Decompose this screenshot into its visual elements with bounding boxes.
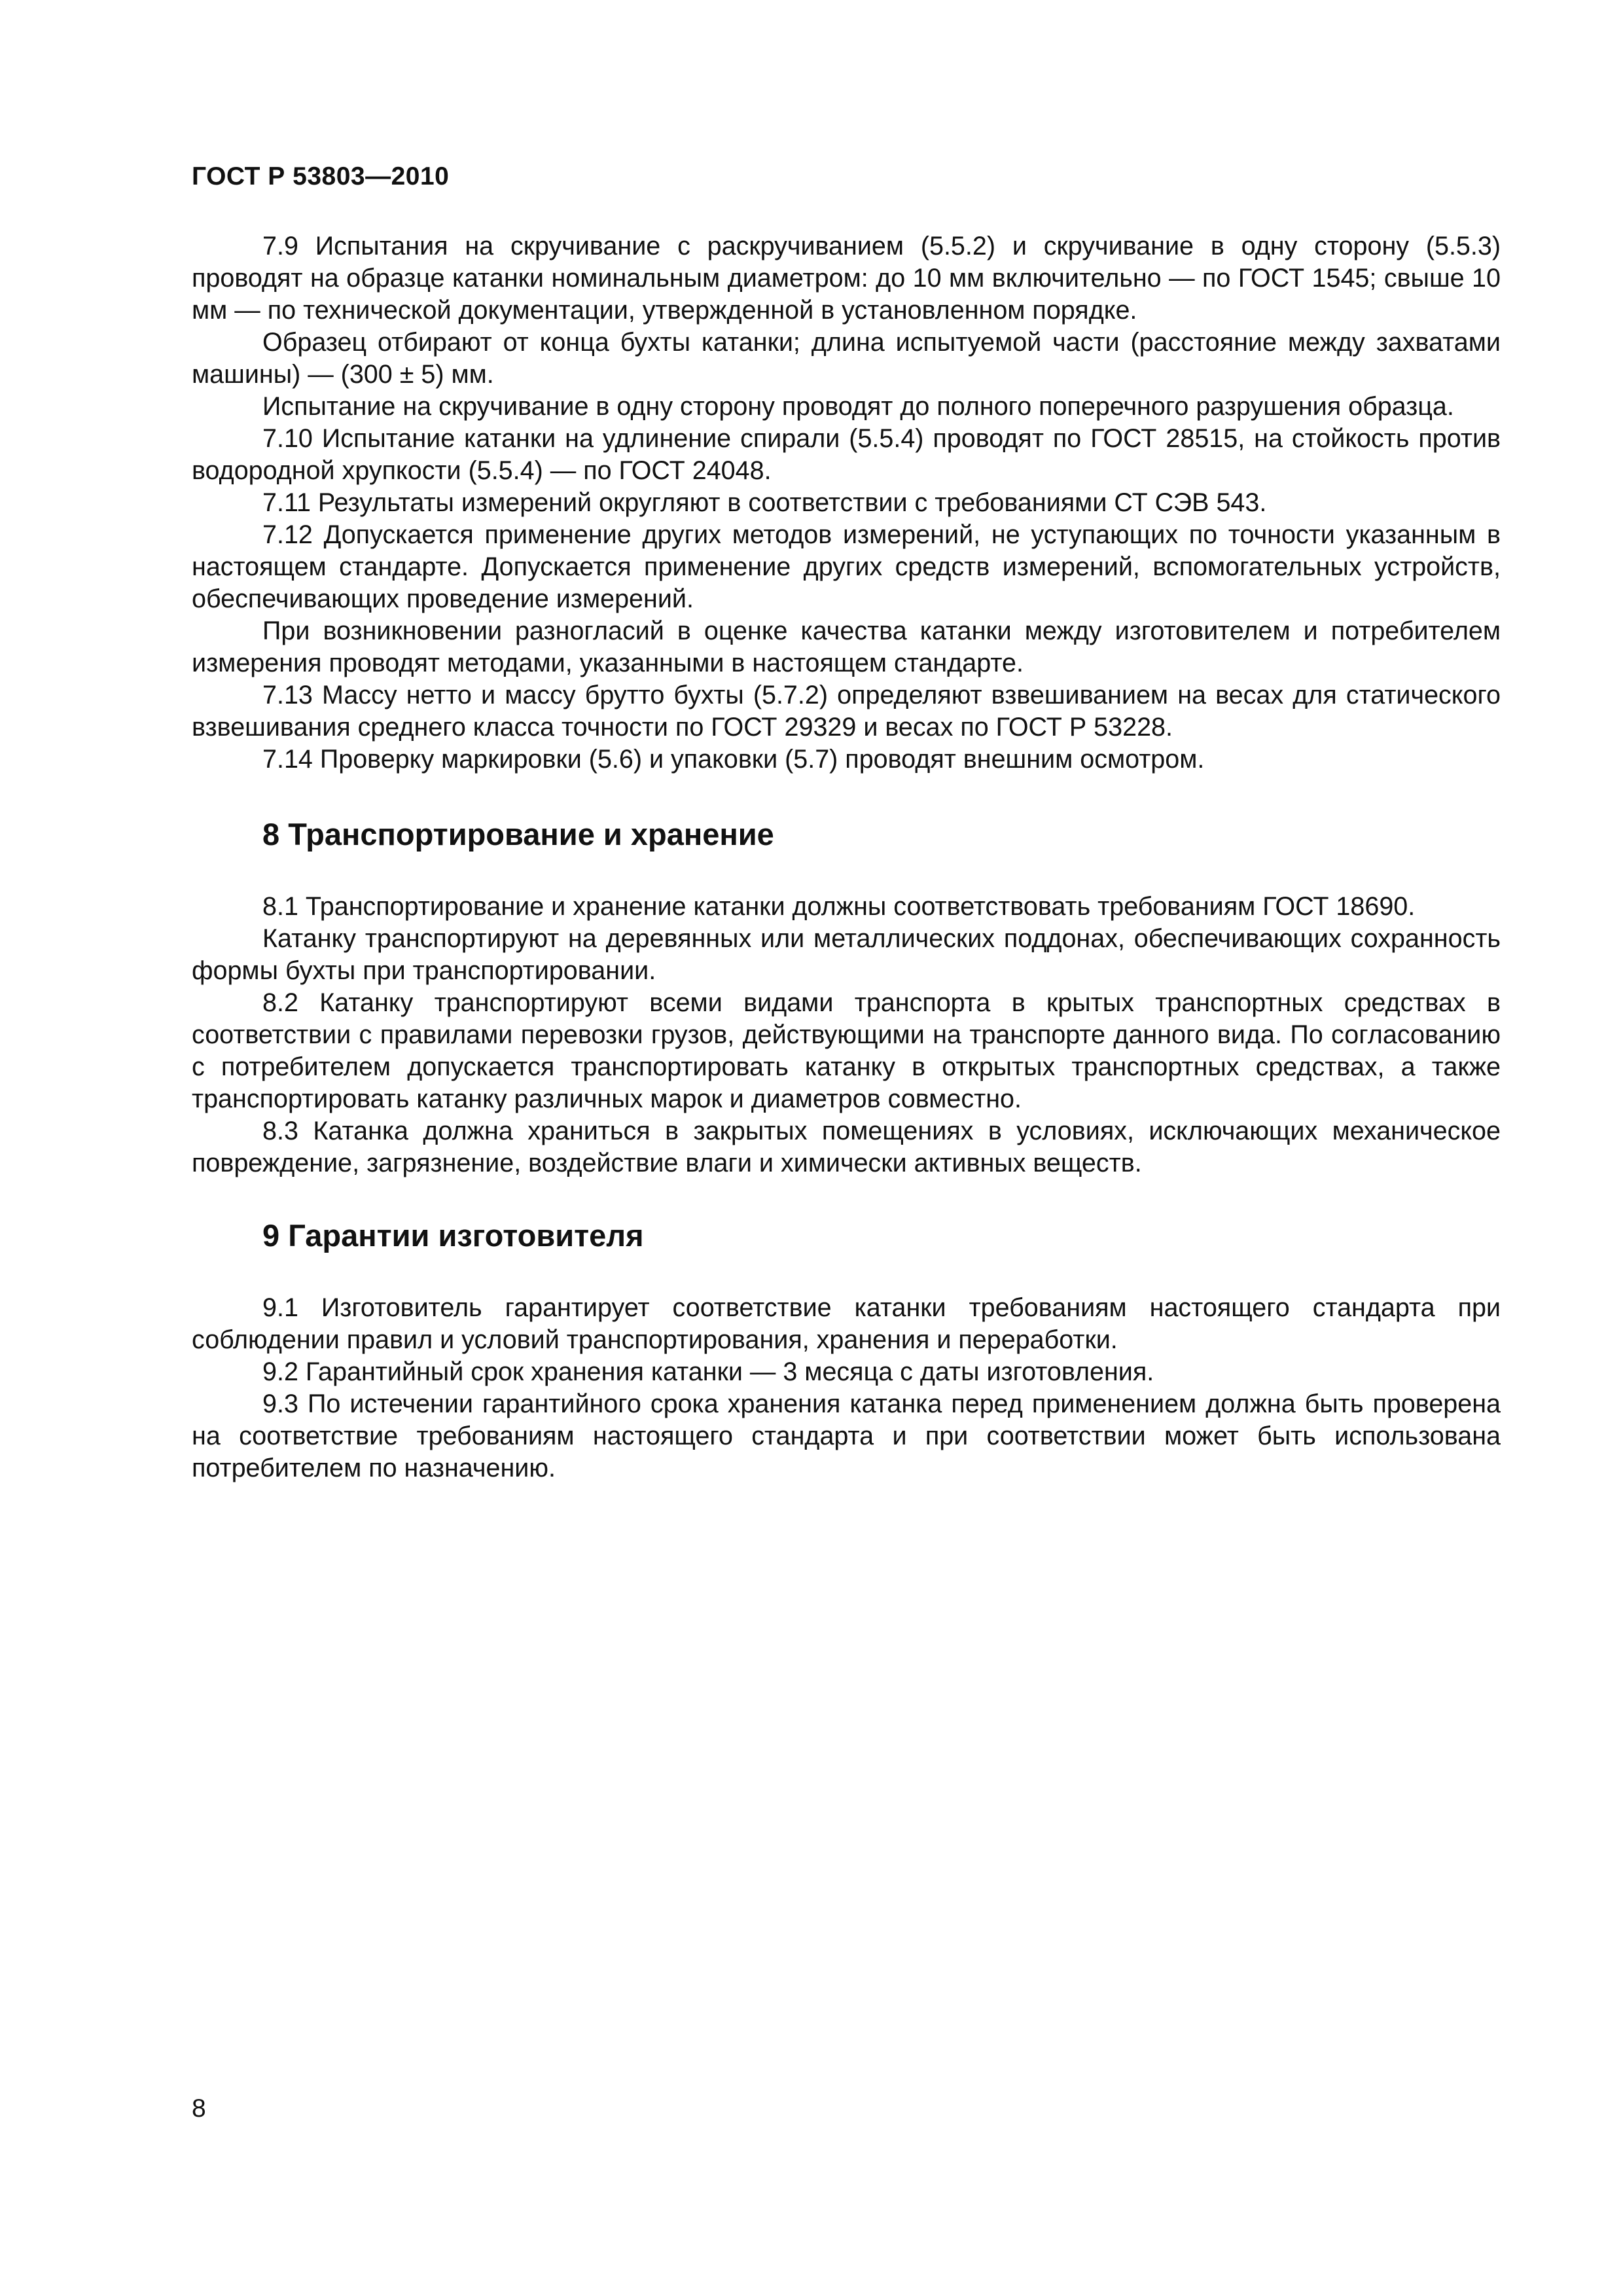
paragraph-7-9: 7.9 Испытания на скручивание с раскручиванием (5.5.2) и скручивание в одну сторону (5.5.3) проводят на образце катанки номинальным диаметром: до 10 мм включительно — по ГОСТ 1545; свыше 10 мм — по технической документации, утвержденной в установленном порядке.: [192, 232, 1501, 325]
paragraph-7-9-sample: Образец отбирают от конца бухты катанки; длина испытуемой части (расстояние между захватами машины) — (300 ± 5) мм.: [192, 328, 1501, 389]
paragraph-7-11: 7.11 Результаты измерений округляют в соответствии с требованиями СТ СЭВ 543.: [262, 488, 1267, 517]
paragraph-7-12-disputes: При возникновении разногласий в оценке качества катанки между изготовителем и потребителем измерения проводят методами, указанными в настоящем стандарте.: [192, 617, 1501, 677]
paragraph-7-14: 7.14 Проверку маркировки (5.6) и упаковки (5.7) проводят внешним осмотром.: [262, 745, 1205, 774]
paragraph-9-1: 9.1 Изготовитель гарантирует соответствие катанки требованиям настоящего стандарта при соблюдении правил и условий транспортирования, хранения и переработки.: [192, 1293, 1501, 1354]
paragraph-8-1: 8.1 Транспортирование и хранение катанки должны соответствовать требованиям ГОСТ 18690.: [262, 892, 1416, 921]
page-number: 8: [192, 2094, 206, 2123]
paragraph-7-10: 7.10 Испытание катанки на удлинение спирали (5.5.4) проводят по ГОСТ 28515, на стойкость против водородной хрупкости (5.5.4) — по ГОСТ 24048.: [192, 424, 1501, 485]
paragraph-7-12: 7.12 Допускается применение других методов измерений, не уступающих по точности указанным в настоящем стандарте. Допускается применение других средств измерений, вспомогательных устройств, обеспечивающих проведение измерений.: [192, 520, 1501, 613]
section-8-heading: 8 Транспортирование и хранение: [262, 817, 774, 852]
paragraph-8-1-pallets: Катанку транспортируют на деревянных или металлических поддонах, обеспечивающих сохранность формы бухты при транспортировании.: [192, 924, 1501, 985]
paragraph-7-9-torsion: Испытание на скручивание в одну сторону проводят до полного поперечного разрушения образца.: [262, 392, 1454, 421]
document-body: [192, 230, 1501, 1484]
paragraph-9-2: 9.2 Гарантийный срок хранения катанки — 3 месяца с даты изготовления.: [262, 1357, 1154, 1386]
paragraph-8-3: 8.3 Катанка должна храниться в закрытых помещениях в условиях, исключающих механическое повреждение, загрязнение, воздействие влаги и химически активных веществ.: [192, 1117, 1501, 1177]
paragraph-9-3: 9.3 По истечении гарантийного срока хранения катанка перед применением должна быть проверена на соответствие требованиям настоящего стандарта и при соответствии может быть использована потребителем по назначению.: [192, 1390, 1501, 1482]
section-7-continued: [192, 230, 1501, 776]
paragraph-7-13: 7.13 Массу нетто и массу брутто бухты (5.7.2) определяют взвешиванием на весах для статического взвешивания среднего класса точности по ГОСТ 29329 и весах по ГОСТ Р 53228.: [192, 681, 1501, 742]
section-9: [192, 1216, 1501, 1484]
document-code: ГОСТ Р 53803—2010: [192, 162, 450, 190]
section-8: [192, 815, 1501, 1179]
paragraph-8-2: 8.2 Катанку транспортируют всеми видами транспорта в крытых транспортных средствах в соответствии с правилами перевозки грузов, действующими на транспорте данного вида. По согласованию с потребителем допускается транспортировать катанку в открытых транспортных средствах, а также транспортировать катанку различных марок и диаметров совместно.: [192, 988, 1501, 1113]
section-9-heading: 9 Гарантии изготовителя: [262, 1218, 644, 1253]
